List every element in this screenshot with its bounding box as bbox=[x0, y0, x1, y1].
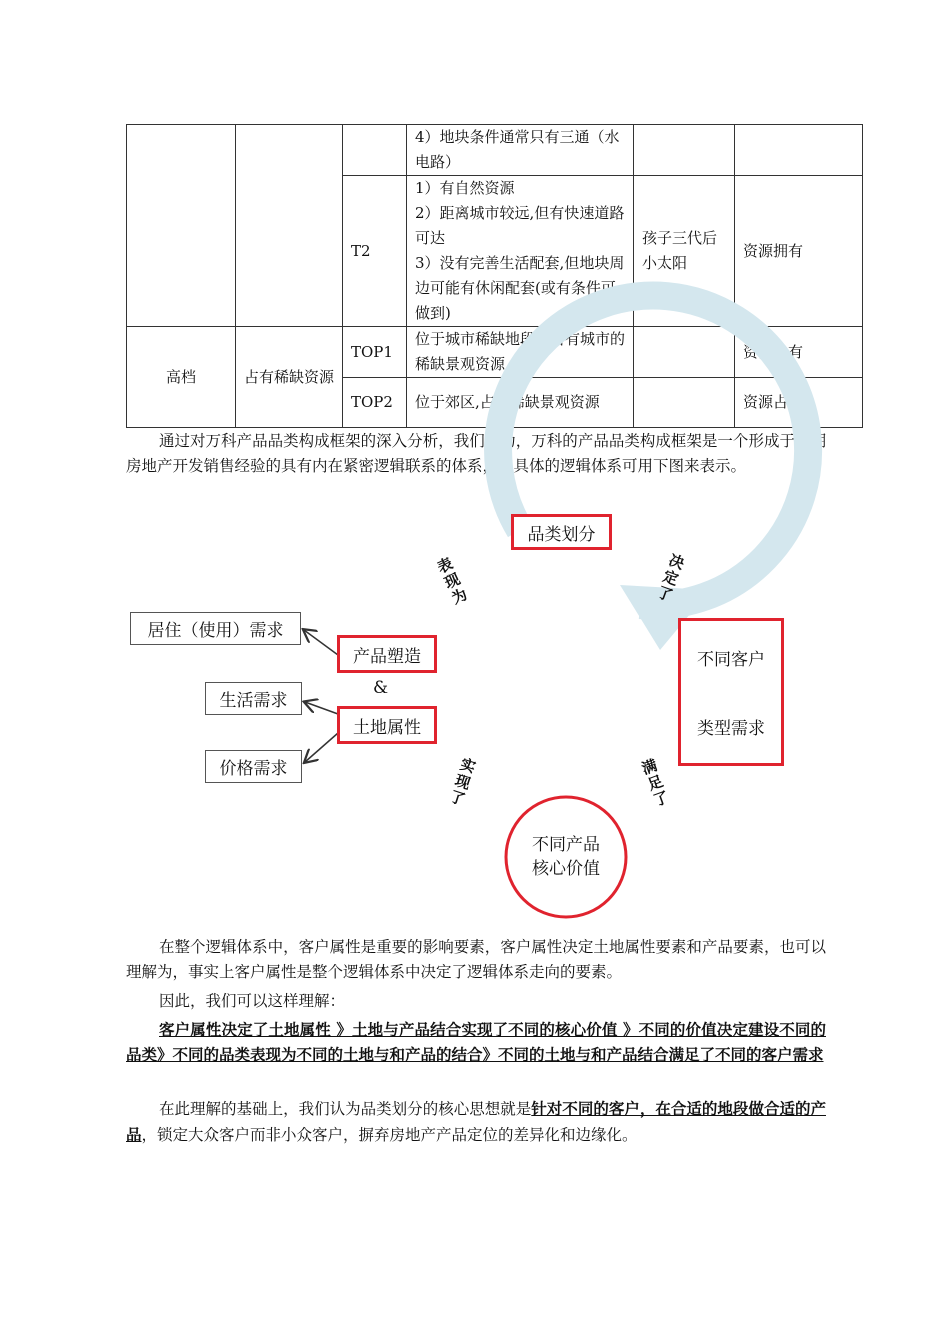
code-cell: T2 bbox=[343, 176, 407, 327]
living-need-box: 居住（使用）需求 bbox=[130, 612, 301, 645]
core-value-text bbox=[506, 833, 626, 881]
conditions-cell: 4）地块条件通常只有三通（水电路） bbox=[407, 125, 634, 176]
customer-needs-box bbox=[678, 618, 784, 766]
core-idea-tail: ，锁定大众客户而非小众客户，摒弃房地产产品定位的差异化和边缘化。 bbox=[141, 1126, 638, 1144]
core-idea-emphasis: 针对不同的客户，在合适的地段做合适的产品 bbox=[126, 1099, 826, 1144]
label-char: 了 bbox=[651, 787, 672, 811]
paragraph-logic: 在整个逻辑体系中，客户属性是重要的影响要素，客户属性决定土地属性要素和产品要素，也可以理解为，事实上客户属性是整个逻辑体系中决定了逻辑体系走向的要素。 bbox=[126, 938, 826, 981]
category-division-box: 品类划分 bbox=[511, 514, 612, 550]
label-char: 表 bbox=[434, 554, 456, 577]
resource-cell: 资源占有 bbox=[735, 327, 863, 378]
condition-line: 3）没有完善生活配套,但地块周边可能有休闲配套(或有条件可做到) bbox=[415, 254, 625, 322]
label-char: 现 bbox=[452, 771, 473, 793]
condition-line: 1）有自然资源 bbox=[415, 179, 515, 197]
label-char: 了 bbox=[447, 787, 468, 810]
label-char: 为 bbox=[448, 585, 471, 608]
label-char: 实 bbox=[457, 754, 478, 777]
customer-needs-line: 不同客户 bbox=[697, 650, 765, 670]
code-cell: TOP2 bbox=[343, 378, 407, 428]
label-char: 了 bbox=[654, 582, 675, 606]
resource-cell: 资源拥有 bbox=[735, 176, 863, 327]
paragraph-core-idea bbox=[126, 1096, 826, 1148]
land-attribute-box: 土地属性 bbox=[337, 706, 437, 744]
label-char: 决 bbox=[666, 551, 687, 574]
life-need-box: 生活需求 bbox=[205, 682, 302, 715]
condition-line: 2）距离城市较远,但有快速道路可达 bbox=[415, 204, 625, 247]
conditions-cell: 位于城市稀缺地段或占有城市的稀缺景观资源 bbox=[407, 327, 634, 378]
paragraph-chain: 客户属性决定了土地属性 》土地与产品结合实现了不同的核心价值 》不同的价值决定建设不同的品类》不同的品类表现为不同的土地与和产品的结合》不同的土地与和产品结合满足了不同的客户需求 bbox=[126, 1020, 826, 1064]
desc-cell: 占有稀缺资源 bbox=[236, 327, 343, 428]
label-char: 定 bbox=[660, 567, 681, 590]
customer-cell: 孩子三代后小太阳 bbox=[634, 176, 735, 327]
resource-cell: 资源占有 bbox=[735, 378, 863, 428]
cycle-arrow-ring bbox=[498, 296, 808, 606]
arrow-to-price bbox=[305, 733, 338, 762]
product-shaping-box: 产品塑造 bbox=[337, 635, 437, 673]
ampersand: & bbox=[373, 678, 389, 698]
core-value-line: 核心价值 bbox=[532, 859, 600, 879]
core-idea-lead: 在此理解的基础上，我们认为品类划分的核心思想就是 bbox=[159, 1100, 532, 1118]
tier-cell: 高档 bbox=[127, 327, 236, 428]
paragraph-therefore: 因此，我们可以这样理解： bbox=[159, 992, 346, 1010]
arrow-to-living bbox=[304, 630, 338, 655]
label-char: 满 bbox=[639, 756, 660, 779]
label-char: 现 bbox=[441, 569, 463, 593]
label-char: 足 bbox=[645, 772, 666, 795]
conditions-cell: 位于郊区,占有稀缺景观资源 bbox=[407, 378, 634, 428]
price-need-box: 价格需求 bbox=[205, 750, 302, 783]
core-value-line: 不同产品 bbox=[532, 835, 600, 855]
arrow-to-life bbox=[305, 702, 338, 714]
customer-needs-line: 类型需求 bbox=[697, 719, 765, 739]
intro-paragraph: 通过对万科产品品类构成框架的深入分析，我们认为，万科的产品品类构成框架是一个形成于长期房地产开发销售经验的具有内在紧密逻辑联系的体系，其具体的逻辑体系可用下图来表示。 bbox=[126, 432, 826, 475]
code-cell: TOP1 bbox=[343, 327, 407, 378]
